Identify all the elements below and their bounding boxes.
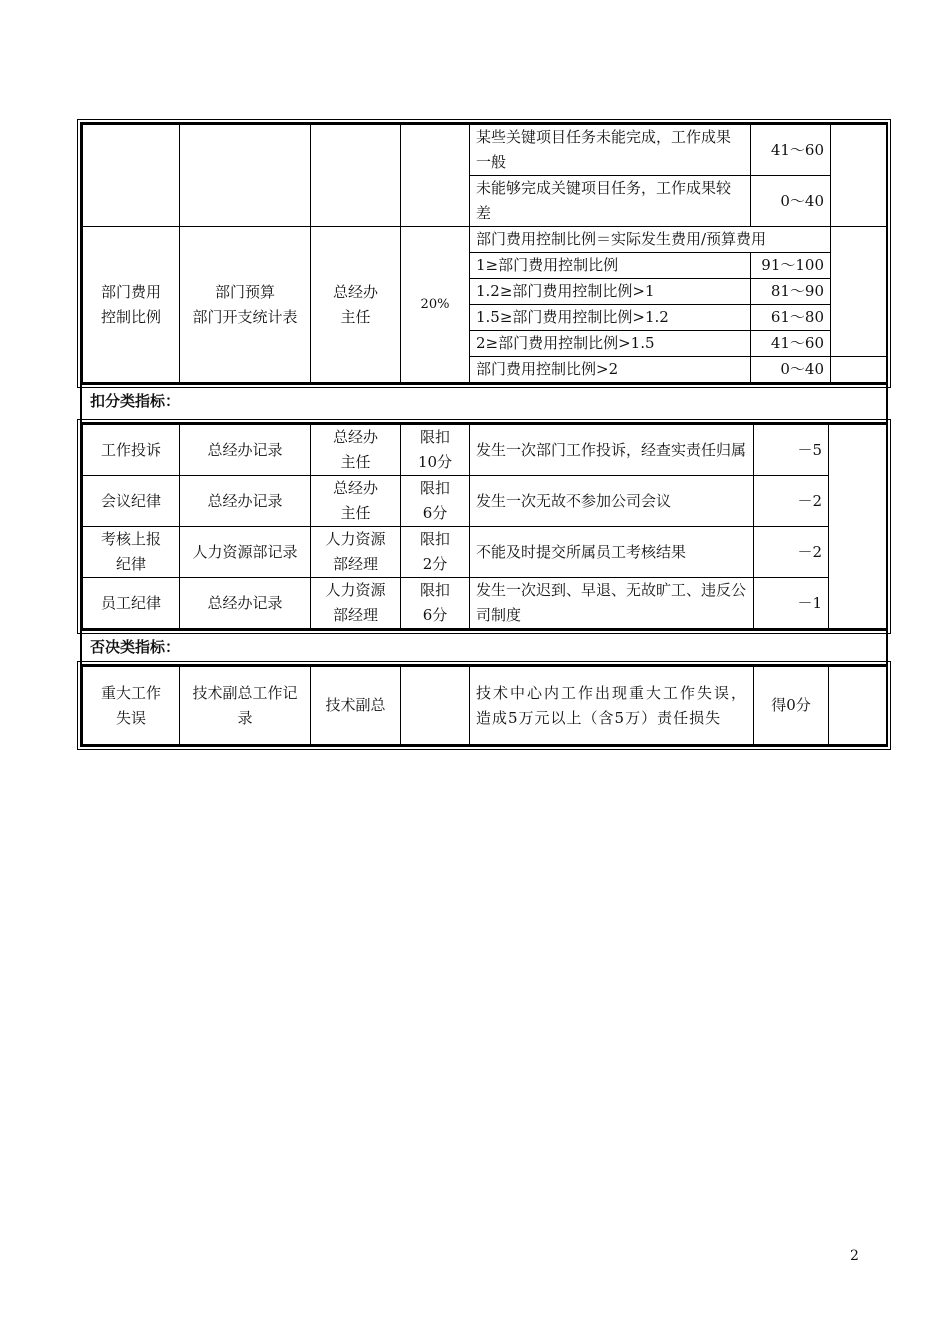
indicator-cell-empty	[83, 125, 180, 227]
remark-cell	[831, 357, 887, 383]
limit: 限扣6分	[401, 578, 470, 629]
owner: 总经办主任	[311, 227, 401, 383]
level-desc: 1≥部门费用控制比例	[470, 253, 751, 279]
level-score: 41～60	[751, 331, 831, 357]
kpi-table-deduction	[80, 422, 888, 631]
table-row	[83, 476, 888, 527]
source-cell-empty	[180, 125, 311, 227]
table-row	[83, 125, 887, 176]
owner-cell-empty	[311, 125, 401, 227]
page-number: 2	[850, 1248, 859, 1264]
data-source: 总经办记录	[180, 476, 311, 527]
indicator-name: 考核上报纪律	[83, 527, 180, 578]
remark-cell	[831, 227, 887, 357]
owner: 人力资源部经理	[311, 578, 401, 629]
limit	[401, 667, 470, 745]
section-heading-deduction: 扣分类指标：	[80, 380, 888, 422]
indicator-name: 重大工作失误	[83, 667, 180, 745]
criteria-desc: 技术中心内工作出现重大工作失误，造成5万元以上（含5万）责任损失	[470, 667, 754, 745]
level-desc: 2≥部门费用控制比例>1.5	[470, 331, 751, 357]
criteria-desc: 发生一次部门工作投诉，经查实责任归属	[470, 425, 754, 476]
level-score: 0～40	[751, 357, 831, 383]
level-desc: 1.5≥部门费用控制比例>1.2	[470, 305, 751, 331]
criteria-score: 41～60	[751, 125, 831, 176]
remark-cell	[829, 425, 888, 629]
data-source: 总经办记录	[180, 425, 311, 476]
table-row	[83, 425, 888, 476]
weight: 20%	[401, 227, 470, 383]
criteria-score: －1	[754, 578, 829, 629]
criteria-desc: 发生一次迟到、早退、无故旷工、违反公司制度	[470, 578, 754, 629]
section-heading-veto: 否决类指标：	[80, 626, 888, 668]
table-row	[83, 227, 887, 253]
formula: 部门费用控制比例＝实际发生费用/预算费用	[470, 227, 831, 253]
kpi-table-veto	[80, 664, 888, 747]
criteria-score: 得0分	[754, 667, 829, 745]
criteria-score: －2	[754, 527, 829, 578]
level-score: 81～90	[751, 279, 831, 305]
indicator-name: 会议纪律	[83, 476, 180, 527]
limit: 限扣2分	[401, 527, 470, 578]
data-source: 总经办记录	[180, 578, 311, 629]
criteria-desc: 未能够完成关键项目任务，工作成果较差	[470, 176, 751, 227]
level-score: 61～80	[751, 305, 831, 331]
limit: 限扣6分	[401, 476, 470, 527]
data-source	[180, 227, 311, 383]
owner: 技术副总	[311, 667, 401, 745]
criteria-desc: 发生一次无故不参加公司会议	[470, 476, 754, 527]
indicator-name: 部门费用控制比例	[83, 227, 180, 383]
owner: 总经办主任	[311, 476, 401, 527]
table-row	[83, 527, 888, 578]
data-source: 人力资源部记录	[180, 527, 311, 578]
level-score: 91～100	[751, 253, 831, 279]
level-desc: 部门费用控制比例>2	[470, 357, 751, 383]
criteria-score: －5	[754, 425, 829, 476]
owner: 人力资源部经理	[311, 527, 401, 578]
criteria-score: 0～40	[751, 176, 831, 227]
owner: 总经办主任	[311, 425, 401, 476]
criteria-desc: 某些关键项目任务未能完成，工作成果一般	[470, 125, 751, 176]
criteria-desc: 不能及时提交所属员工考核结果	[470, 527, 754, 578]
remark-cell	[831, 125, 887, 227]
remark-cell	[829, 667, 888, 745]
data-source-line1: 部门预算	[214, 282, 275, 301]
table-row	[83, 578, 888, 629]
kpi-table-top	[80, 122, 888, 385]
data-source-line2: 部门开支统计表	[192, 307, 298, 326]
table-row	[83, 667, 888, 745]
data-source: 技术副总工作记录	[180, 667, 311, 745]
indicator-name: 员工纪律	[83, 578, 180, 629]
limit: 限扣10分	[401, 425, 470, 476]
indicator-name: 工作投诉	[83, 425, 180, 476]
criteria-score: －2	[754, 476, 829, 527]
weight-cell-empty	[401, 125, 470, 227]
level-desc: 1.2≥部门费用控制比例>1	[470, 279, 751, 305]
